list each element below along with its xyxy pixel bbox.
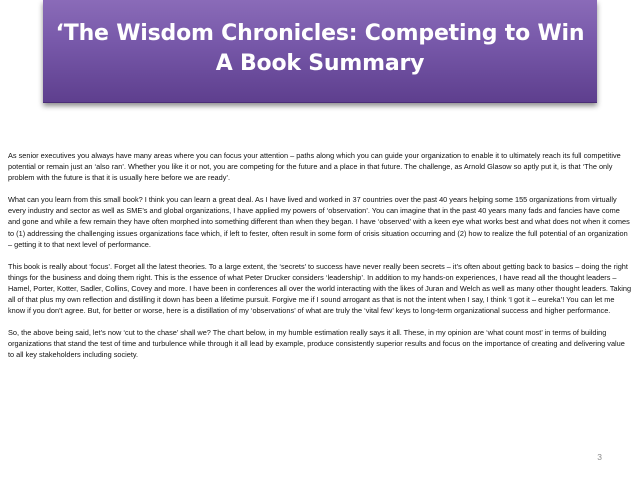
slide-title-line-1: ‘The Wisdom Chronicles: Competing to Win — [55, 21, 585, 46]
slide-title-line-2: A Book Summary — [215, 51, 425, 76]
paragraph-2: What can you learn from this small book? I think you can learn a great deal. As I have lived and worked in 37 countries over the past 40 years helping some 155 organizations from virtually every industry and sector as well as SME’s and global organizations, I have applied my powers of ‘observation’. You can imagine that in the past 40 years many fads and fancies have come and gone and while a few remain they have often morphed into something different than when they began. I have ‘observed’ with a keen eye what works best and what does not when it comes to (1) addressing the challenging issues organizations face which, if left to fester, often result in some form of crisis situation occurring and (2) how to realize the full potential of an organization – getting it to that next level of performance. — [8, 195, 630, 249]
title-banner — [43, 0, 597, 103]
paragraph-3: This book is really about ‘focus’. Forget all the latest theories. To a large extent, the ‘secrets’ to success have never really been secrets – it’s often about getting back to basics – doing the right things for the business and doing them right. This is the essence of what Peter Drucker considers ‘leadership’. In addition to my hands-on experiences, I have read all the thought leaders – Hamel, Porter, Kotter, Sadler, Collins, Covey and more. I have been in conferences all over the world interacting with the likes of Juran and Welch as well as many other thought leaders. Taking all of that plus my own reflection and distilling it down has been a lifetime pursuit. Forgive me if I sound arrogant as that is not the intent when I say, I think ‘I got it – eureka’! You can let me know if you don’t agree. But, for better or worse, here is a distillation of my ‘observations’ of what are truly the ‘vital few’ keys to long-term organizational success and higher performance. — [8, 261, 632, 316]
paragraph-1: As senior executives you always have many areas where you can focus your attention – paths along which you can guide your organization to enable it to ultimately reach its full competitive potential or remain just an ‘also ran’. Whether you like it or not, you are competing for the future and a place in that future. The challenge, as Arnold Glasow so aptly put it, is that ‘The only problem with the future is that it is usually here before we are ready’. — [8, 151, 621, 183]
slide-title — [43, 0, 597, 79]
page-number: 3 — [597, 452, 602, 462]
body-text — [8, 150, 632, 372]
paragraph-4: So, the above being said, let’s now ‘cut to the chase’ shall we? The chart below, in my humble estimation really says it all. These, in my opinion are ‘what count most’ in terms of building organizations that stand the test of time and turbulence while through it all lead by example, produce consistently superior results and focus on the importance of creating and delivering value to all key stakeholders including society. — [8, 328, 625, 360]
